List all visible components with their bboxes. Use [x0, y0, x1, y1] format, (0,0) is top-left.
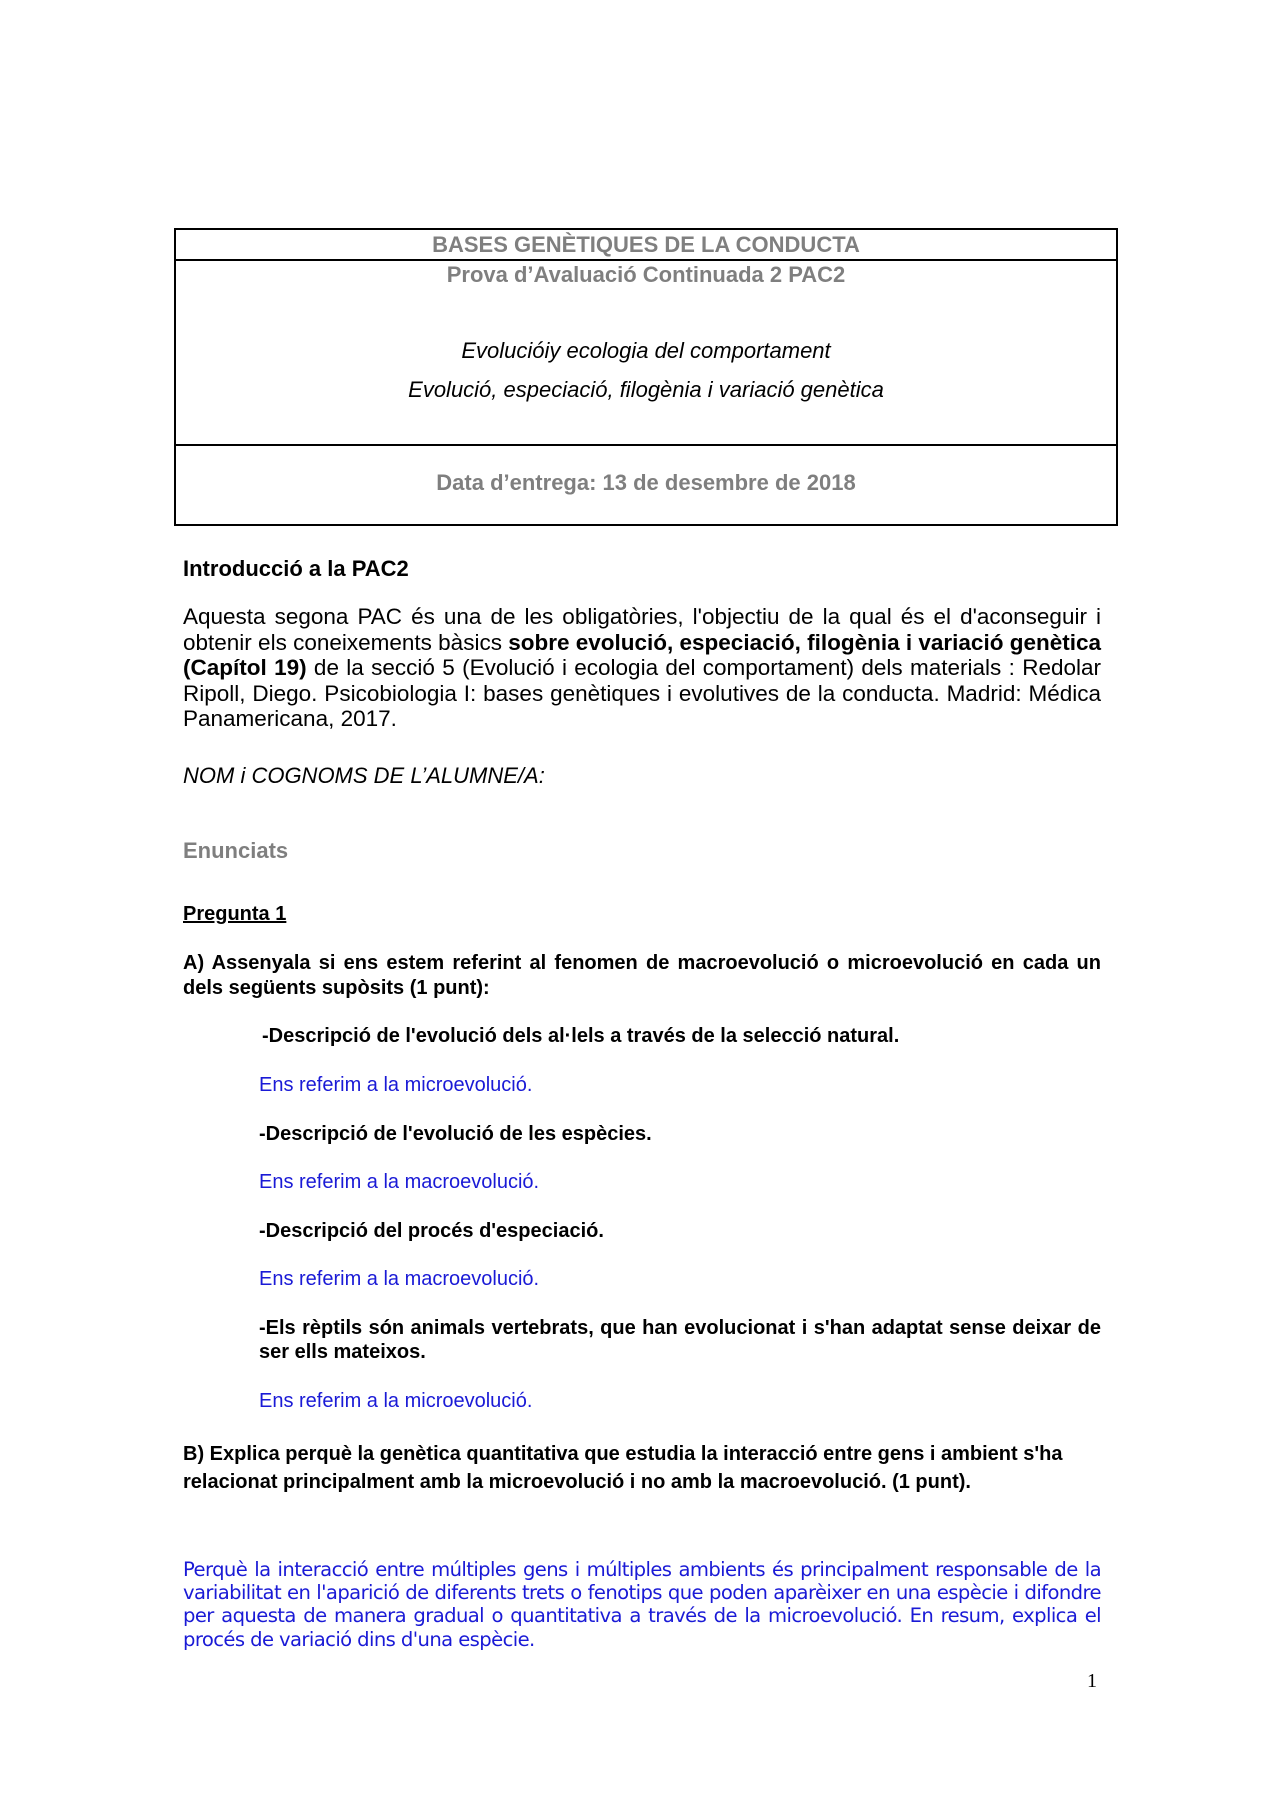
part-b-answer: Perquè la interacció entre múltiples gens i múltiples ambients és principalment responsable de la variabilitat en l'aparició de diferents trets o fenotips que poden aparèixer en una espècie i difondre per aquesta de manera gradual o quantitativa a través de la microevolució. En resum, explica el procés de variació dins d'una espècie.	[183, 1558, 1101, 1651]
intro-title: Introducció a la PAC2	[183, 556, 409, 581]
statement-4: -Els rèptils són animals vertebrats, que han evolucionat i s'han adaptat sense deixar de ser ells mateixos.	[259, 1317, 1101, 1363]
answer-3: Ens referim a la macroevolució.	[259, 1268, 540, 1290]
intro-text-1: Aquesta segona PAC és una de les obligatòries, l'objectiu de la qual és el d'aconseguir i obtenir els coneixements bàsics	[183, 604, 1101, 655]
intro-paragraph	[183, 604, 1101, 732]
statement-2: -Descripció de l'evolució de les espècies.	[259, 1123, 652, 1145]
answer-2: Ens referim a la macroevolució.	[259, 1171, 540, 1193]
header-box	[174, 228, 1118, 526]
header-divider	[176, 444, 1116, 446]
intro-text-bold: sobre evolució, especiació, filogènia i variació genètica (Capítol 19)	[183, 629, 1101, 680]
header-divider	[176, 259, 1116, 261]
section-title: Enunciats	[183, 838, 289, 863]
statement-1: -Descripció de l'evolució dels al·lels a través de la selecció natural.	[262, 1025, 900, 1047]
question-title: Pregunta 1	[183, 903, 287, 925]
statement-3: -Descripció del procés d'especiació.	[259, 1220, 604, 1242]
question-part-b: B) Explica perquè la genètica quantitativa que estudia la interacció entre gens i ambient s'ha relacionat principalment amb la microevolució i no amb la macroevolució. (1 punt).	[183, 1443, 1063, 1493]
due-date: Data d’entrega: 13 de desembre de 2018	[436, 470, 856, 495]
assessment-title: Prova d’Avaluació Continuada 2 PAC2	[446, 262, 846, 287]
answer-4: Ens referim a la microevolució.	[259, 1390, 533, 1412]
intro-text-2: de la secció 5 (Evolució i ecologia del comportament) dels materials : Redolar Ripoll, Diego. Psicobiologia I: bases genètiques i evolutives de la conducta. Madrid: Médica Panamericana, 2017.	[183, 655, 1101, 731]
answer-1: Ens referim a la microevolució.	[259, 1074, 533, 1096]
topic-line-1: Evolucióiy ecologia del comportament	[461, 338, 831, 363]
topic-line-2: Evolució, especiació, filogènia i variació genètica	[408, 377, 884, 402]
course-title: BASES GENÈTIQUES DE LA CONDUCTA	[432, 232, 860, 257]
student-name-label: NOM i COGNOMS DE L’ALUMNE/A:	[183, 763, 545, 788]
page-number: 1	[1087, 1670, 1097, 1692]
question-part-a: A) Assenyala si ens estem referint al fenomen de macroevolució o microevolució en cada un dels següents supòsits (1 punt):	[183, 952, 1101, 999]
